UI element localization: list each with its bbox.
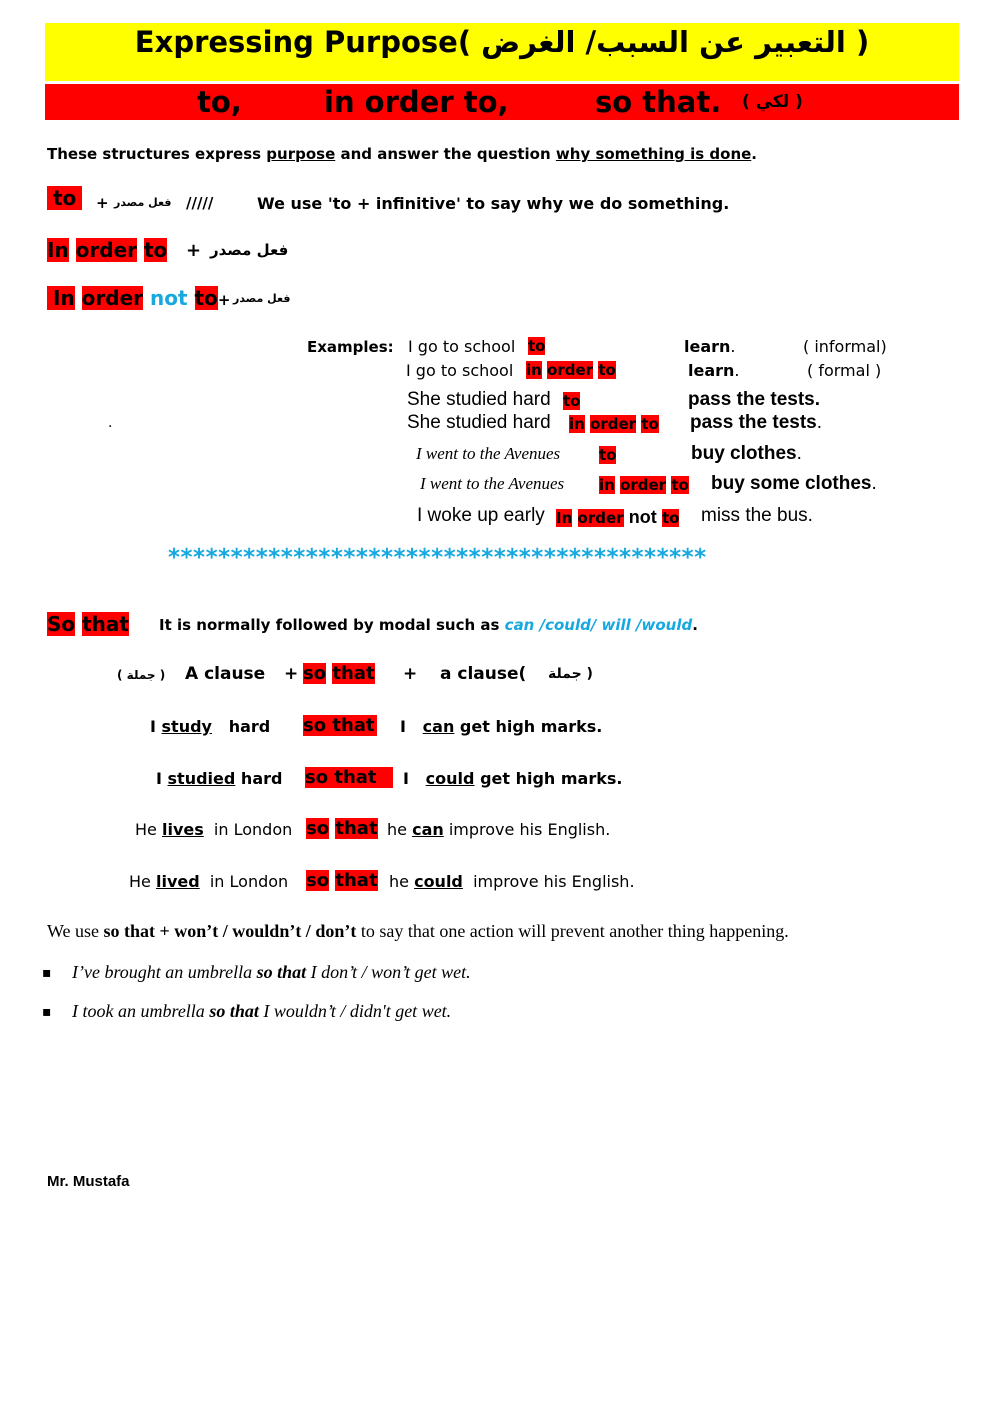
wont-rule: We use so that + won’t / wouldn’t / don’t to say that one action will prevent another thing happening. bbox=[47, 921, 789, 941]
bullet-2-marker: ▪ bbox=[42, 1004, 52, 1020]
rule-to-description: We use 'to + infinitive' to say why we do something. bbox=[257, 194, 730, 213]
subtitle-to: to, bbox=[197, 85, 242, 119]
sentence-1-rest: I can get high marks. bbox=[400, 717, 603, 736]
example-4-in-order-to: in order to bbox=[569, 415, 659, 433]
example-2-verb: learn. bbox=[688, 361, 740, 380]
sentence-3: He lives in London bbox=[135, 820, 293, 839]
rule-to-arabic: فعل مصدر bbox=[114, 196, 172, 209]
sentence-3-so-that: so that bbox=[306, 818, 378, 839]
intro-line: These structures express purpose and answer the question why something is done. bbox=[47, 145, 757, 163]
sentence-2: I studied hard bbox=[156, 769, 283, 788]
clause-arabic-right: جملة ) bbox=[548, 666, 593, 682]
rule-in-order-not-to: In order not to+ bbox=[47, 286, 230, 310]
rule-to: to bbox=[47, 186, 82, 210]
rule-in-order-plus: + bbox=[186, 240, 202, 261]
example-6-verb: buy some clothes. bbox=[711, 473, 877, 494]
stray-dot: . bbox=[108, 415, 113, 431]
sentence-1-so-that: so that bbox=[303, 715, 375, 736]
bullet-1-marker: ▪ bbox=[42, 965, 52, 981]
example-4-verb: pass the tests. bbox=[690, 412, 823, 433]
bullet-1-text: I’ve brought an umbrella so that I don’t / won’t get wet. bbox=[72, 962, 471, 982]
example-3-verb: pass the tests. bbox=[688, 389, 820, 410]
subtitle-so-that: so that. bbox=[595, 85, 722, 119]
example-1-note: ( informal) bbox=[803, 337, 887, 356]
sentence-2-rest: I could get high marks. bbox=[403, 769, 623, 788]
sentence-1: I study hard bbox=[150, 717, 271, 736]
example-7-in-order-not-to: In order not to bbox=[556, 507, 680, 527]
rule-not-arabic: فعل مصدر bbox=[233, 292, 291, 305]
clause-arabic-left: ( جملة ) bbox=[117, 668, 166, 682]
example-3-to: to bbox=[563, 392, 581, 410]
clause-so-that: so that bbox=[303, 663, 375, 684]
rule-to-slashes: ///// bbox=[186, 194, 214, 212]
sentence-2-so-that: so that bbox=[305, 767, 393, 788]
example-1-text: I go to school bbox=[408, 337, 516, 356]
sentence-4-so-that: so that bbox=[306, 870, 378, 891]
title-banner bbox=[45, 23, 959, 81]
example-2-note: ( formal ) bbox=[807, 361, 882, 380]
clause-plus-1: + bbox=[284, 664, 299, 684]
example-2-text: I go to school bbox=[406, 361, 514, 380]
subtitle-banner bbox=[45, 84, 959, 120]
clause-plus-2: + bbox=[403, 664, 418, 684]
example-6-text: I went to the Avenues bbox=[420, 474, 565, 493]
rule-to-plus: + bbox=[96, 194, 109, 212]
clause-a: A clause bbox=[185, 664, 266, 684]
example-5-text: I went to the Avenues bbox=[416, 444, 561, 463]
example-6-in-order-to: in order to bbox=[599, 476, 689, 494]
examples-label: Examples: bbox=[307, 338, 394, 356]
subtitle-arabic: ( لكي ) bbox=[742, 92, 803, 112]
sentence-4-rest: he could improve his English. bbox=[389, 872, 635, 891]
example-1-verb: learn. bbox=[684, 337, 736, 356]
example-5-verb: buy clothes. bbox=[691, 443, 802, 464]
subtitle-in-order-to: in order to, bbox=[324, 85, 509, 119]
so-that-description: It is normally followed by modal such as can /could/ will /would. bbox=[159, 616, 698, 634]
star-separator: ******************************************* bbox=[168, 545, 707, 571]
author-signature: Mr. Mustafa bbox=[47, 1173, 130, 1190]
example-3-text: She studied hard bbox=[407, 389, 551, 410]
sentence-3-rest: he can improve his English. bbox=[387, 820, 611, 839]
page-title: Expressing Purpose( التعبير عن السبب/ الغرض ) bbox=[134, 25, 870, 59]
example-7-text: I woke up early bbox=[417, 505, 545, 526]
rule-in-order-to: In order to bbox=[47, 238, 168, 262]
example-5-to: to bbox=[599, 446, 617, 464]
example-4-text: She studied hard bbox=[407, 412, 551, 433]
example-7-end: miss the bus. bbox=[701, 505, 813, 526]
so-that-heading: So that bbox=[47, 612, 129, 636]
bullet-2-text: I took an umbrella so that I wouldn’t / didn't get wet. bbox=[72, 1001, 452, 1021]
example-2-in-order-to: in order to bbox=[526, 361, 616, 379]
example-1-to: to bbox=[528, 337, 546, 355]
sentence-4: He lived in London bbox=[129, 872, 289, 891]
clause-b: a clause( bbox=[440, 664, 527, 684]
rule-in-order-arabic: فعل مصدر bbox=[210, 241, 289, 259]
